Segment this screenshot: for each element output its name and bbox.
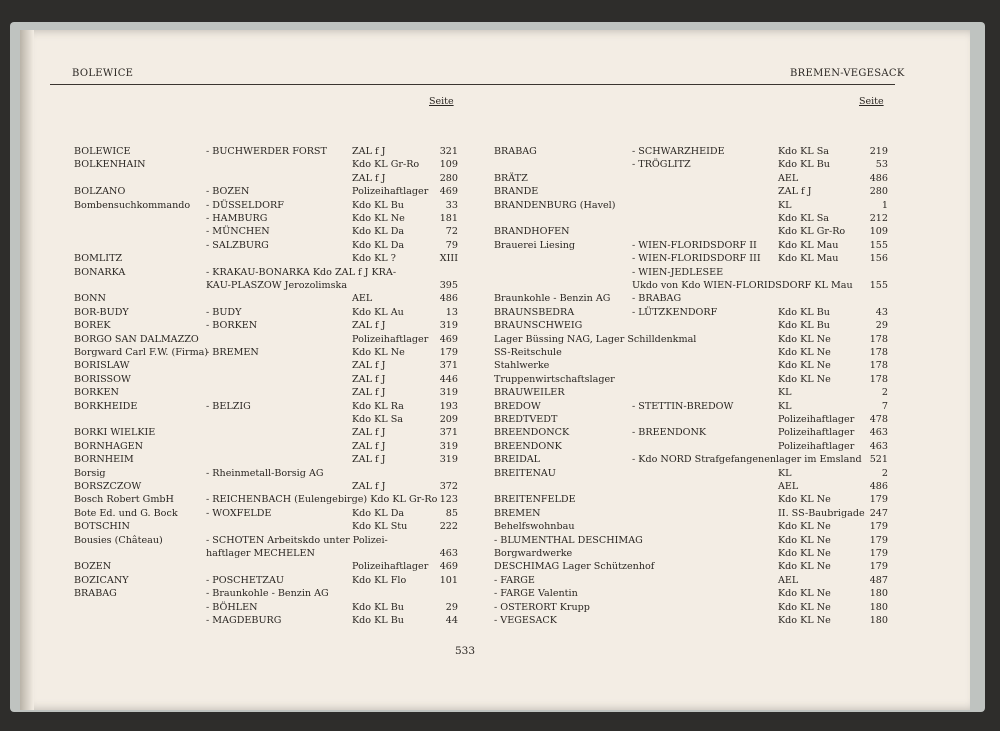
- entry-type: Kdo KL Gr-Ro: [778, 226, 846, 238]
- entry-type: Kdo KL Mau: [778, 239, 839, 251]
- entry-name: Lager Büssing NAG, Lager Schilldenkmal: [494, 333, 697, 345]
- entry-page: 212: [869, 213, 888, 224]
- entry-page: XIII: [439, 253, 458, 265]
- entry-page: 193: [439, 400, 458, 412]
- entry-page: 463: [869, 440, 888, 452]
- entry-page: 7: [881, 400, 888, 412]
- entry-name: BORGO SAN DALMAZZO: [74, 333, 199, 345]
- entry-type: Kdo KL Mau: [778, 253, 839, 265]
- entry-page: 178: [869, 360, 888, 372]
- entry-page: 180: [869, 601, 888, 613]
- entry-page: 53: [875, 159, 888, 171]
- page-fold-shadow: [20, 30, 34, 710]
- running-header-right: BREMEN-VEGESACK: [790, 68, 905, 79]
- entry-name: BOZICANY: [74, 574, 129, 586]
- entry-name: BOTSCHIN: [74, 521, 130, 533]
- entry-page: 372: [439, 481, 458, 492]
- entry-type: Kdo KL Ne: [778, 360, 831, 372]
- entry-type: Kdo KL Ne: [778, 588, 831, 600]
- entry-name: - VEGESACK: [494, 615, 557, 626]
- entry-page: 486: [439, 293, 458, 305]
- entry-name: - OSTERORT Krupp: [494, 601, 590, 613]
- entry-subcamp: - WIEN-JEDLESEE: [632, 266, 724, 278]
- entry-name: BRABAG: [74, 588, 117, 600]
- entry-type: Polizeihaftlager: [352, 561, 429, 573]
- entry-name: BOMLITZ: [74, 253, 123, 265]
- entry-page: 521: [869, 454, 888, 466]
- entry-type: Kdo KL Da: [352, 226, 405, 238]
- entry-type: ZAL f J: [352, 454, 386, 466]
- entry-subcamp: - REICHENBACH (Eulengebirge) Kdo KL Gr-Ro: [206, 494, 438, 506]
- entry-subcamp: - BUDY: [206, 306, 242, 318]
- entry-page: 209: [439, 414, 458, 425]
- entry-subcamp: - KRAKAU-BONARKA Kdo ZAL f J KRA-: [206, 266, 397, 278]
- entry-page: 2: [881, 467, 888, 479]
- entry-page: 463: [439, 548, 458, 559]
- entry-subcamp: - LÜTZKENDORF: [632, 306, 718, 318]
- entry-page: 222: [439, 521, 458, 533]
- entry-name: Borgwardwerke: [494, 548, 573, 559]
- entry-subcamp: - BREMEN: [206, 347, 259, 358]
- entry-subcamp: - TRÖGLITZ: [632, 159, 691, 171]
- seite-label-right: Seite: [859, 96, 884, 107]
- entry-name: BOLKENHAIN: [74, 159, 146, 171]
- entry-type: Kdo KL Bu: [352, 199, 404, 211]
- page-number: 533: [455, 645, 476, 657]
- entry-page: 446: [439, 373, 458, 385]
- entry-type: Kdo KL Ne: [778, 494, 831, 506]
- entry-page: 280: [439, 172, 458, 184]
- entry-page: 155: [869, 280, 888, 291]
- entry-page: 319: [439, 454, 458, 466]
- entry-page: 1: [881, 199, 888, 211]
- entry-name: Behelfswohnbau: [494, 521, 575, 533]
- entry-type: ZAL f J: [352, 146, 386, 157]
- entry-name: BORISLAW: [74, 360, 130, 372]
- entry-type: AEL: [778, 574, 799, 586]
- entry-name: BRAUNSCHWEIG: [494, 320, 583, 332]
- entry-page: 109: [869, 226, 888, 238]
- entry-page: 79: [445, 239, 458, 251]
- entry-name: BREITENAU: [494, 467, 556, 479]
- entry-name: BRAUWEILER: [494, 387, 565, 399]
- entry-type: Polizeihaftlager: [352, 333, 429, 345]
- entry-page: 469: [439, 186, 458, 198]
- entry-name: BREENDONK: [494, 440, 562, 452]
- entry-type: Kdo KL Da: [352, 507, 405, 519]
- entry-type: ZAL f J: [352, 481, 386, 492]
- entry-page: 72: [445, 226, 458, 238]
- entry-page: 29: [445, 601, 458, 613]
- entry-type: Polizeihaftlager: [778, 427, 855, 439]
- entry-subcamp: - SCHOTEN Arbeitskdo unter Polizei-: [206, 534, 388, 546]
- entry-subcamp: - Kdo NORD Strafgefangenenlager im Emsland: [632, 454, 862, 466]
- entry-page: 469: [439, 333, 458, 345]
- entry-page: 179: [869, 521, 888, 533]
- entry-page: 179: [869, 494, 888, 506]
- entry-page: 321: [439, 146, 458, 157]
- entry-type: Kdo KL Sa: [352, 414, 404, 425]
- entry-subcamp: - STETTIN-BREDOW: [632, 400, 734, 412]
- entry-subcamp: - BELZIG: [206, 400, 251, 412]
- entry-name: BORKEN: [74, 387, 119, 399]
- entry-type: Kdo KL Gr-Ro: [352, 159, 420, 171]
- entry-type: KL: [778, 199, 792, 211]
- entry-type: Kdo KL Bu: [352, 615, 404, 626]
- entry-type: Kdo KL Bu: [352, 601, 404, 613]
- entry-type: Kdo KL Ne: [778, 373, 831, 385]
- entry-type: KL: [778, 400, 792, 412]
- entry-type: Kdo KL Au: [352, 306, 404, 318]
- entry-type: II. SS-Baubrigade: [778, 507, 865, 519]
- entry-name: Bote Ed. und G. Bock: [74, 507, 178, 519]
- entry-page: 219: [869, 146, 888, 157]
- entry-name: - FARGE Valentin: [494, 588, 578, 600]
- entry-type: Kdo KL Ne: [778, 521, 831, 533]
- entry-type: ZAL f J: [352, 320, 386, 332]
- entry-page: 178: [869, 373, 888, 385]
- entry-subcamp: - POSCHETZAU: [206, 574, 284, 586]
- entry-type: Kdo KL Sa: [778, 213, 830, 224]
- entry-type: Polizeihaftlager: [352, 186, 429, 198]
- entry-page: 280: [869, 186, 888, 198]
- entry-type: Kdo KL Stu: [352, 521, 408, 533]
- entry-subcamp: - Braunkohle - Benzin AG: [206, 588, 329, 600]
- entry-name: BREITENFELDE: [494, 494, 576, 506]
- header-rule: [50, 84, 895, 85]
- entry-name: BRANDENBURG (Havel): [494, 199, 616, 211]
- entry-page: 319: [439, 320, 458, 332]
- entry-page: 319: [439, 440, 458, 452]
- entry-page: 180: [869, 588, 888, 600]
- entry-subcamp: - WOXFELDE: [206, 507, 272, 519]
- entry-subcamp: - BREENDONK: [632, 427, 707, 439]
- entry-name: Braunkohle - Benzin AG: [494, 293, 611, 305]
- entry-type: ZAL f J: [352, 373, 386, 385]
- entry-subcamp: - WIEN-FLORIDSDORF II: [632, 239, 757, 251]
- entry-name: BOR-BUDY: [74, 306, 129, 318]
- entry-page: 2: [881, 387, 888, 399]
- entry-name: BOZEN: [74, 561, 112, 573]
- entry-type: Kdo KL Ne: [778, 601, 831, 613]
- entry-name: BORKHEIDE: [74, 400, 138, 412]
- entry-type: Kdo KL Ne: [778, 548, 831, 559]
- entry-type: AEL: [778, 481, 799, 492]
- entry-type: Kdo KL Flo: [352, 574, 407, 586]
- entry-type: Kdo KL Ra: [352, 400, 404, 412]
- entry-subcamp: - WIEN-FLORIDSDORF III: [632, 253, 761, 265]
- entry-name: BOREK: [74, 320, 111, 332]
- entry-page: 463: [869, 427, 888, 439]
- entry-name: BREMEN: [494, 507, 541, 519]
- entry-subcamp: - SALZBURG: [206, 239, 269, 251]
- entry-name: BRABAG: [494, 146, 537, 157]
- entry-subcamp: - BRABAG: [632, 293, 682, 305]
- entry-name: Bombensuchkommando: [74, 199, 191, 211]
- entry-type: ZAL f J: [352, 172, 386, 184]
- entry-name: BONN: [74, 293, 106, 305]
- entry-name: Truppenwirtschaftslager: [494, 373, 615, 385]
- entry-subcamp: - BUCHWERDER FORST: [206, 146, 327, 157]
- entry-type: Kdo KL Da: [352, 239, 405, 251]
- entry-type: ZAL f J: [352, 440, 386, 452]
- entry-subcamp: haftlager MECHELEN: [206, 548, 315, 559]
- entry-subcamp: Ukdo von Kdo WIEN-FLORIDSDORF KL Mau: [632, 280, 853, 291]
- entry-page: 319: [439, 387, 458, 399]
- seite-label-left: Seite: [429, 96, 454, 107]
- entry-name: BOLZANO: [74, 186, 126, 198]
- entry-name: BORNHEIM: [74, 454, 134, 466]
- entry-name: BREDOW: [494, 400, 541, 412]
- entry-page: 371: [439, 360, 458, 372]
- entry-subcamp: - BÖHLEN: [206, 601, 258, 613]
- entry-type: ZAL f J: [352, 387, 386, 399]
- entry-page: 101: [439, 574, 458, 586]
- entry-subcamp: KAU-PLASZOW Jerozolimska: [206, 280, 348, 291]
- entry-name: BREENDONCK: [494, 427, 570, 439]
- entry-name: BRANDE: [494, 186, 539, 198]
- entry-name: DESCHIMAG Lager Schützenhof: [494, 561, 655, 573]
- entry-page: 179: [869, 534, 888, 546]
- entry-name: BREDTVEDT: [494, 414, 558, 425]
- entry-page: 43: [875, 306, 888, 318]
- entry-page: 180: [869, 615, 888, 626]
- entry-page: 44: [445, 615, 458, 626]
- entry-name: BORSZCZOW: [74, 481, 142, 492]
- entry-name: Brauerei Liesing: [494, 239, 576, 251]
- entry-name: BOLEWICE: [74, 146, 131, 157]
- entry-name: BONARKA: [74, 266, 126, 278]
- entry-page: 155: [869, 239, 888, 251]
- entry-page: 486: [869, 481, 888, 492]
- entry-name: BRANDHOFEN: [494, 226, 570, 238]
- entry-page: 487: [869, 574, 888, 586]
- entry-type: KL: [778, 467, 792, 479]
- entry-subcamp: - BOZEN: [206, 186, 250, 198]
- entry-type: Kdo KL Ne: [352, 213, 405, 224]
- entry-type: Kdo KL Ne: [778, 615, 831, 626]
- entry-page: 178: [869, 347, 888, 358]
- running-header-left: BOLEWICE: [72, 68, 134, 79]
- entry-page: 181: [439, 213, 458, 224]
- entry-type: KL: [778, 387, 792, 399]
- entry-subcamp: - HAMBURG: [206, 213, 268, 224]
- entry-name: SS-Reitschule: [494, 347, 562, 358]
- entry-name: Borgward Carl F.W. (Firma): [74, 347, 209, 358]
- entry-type: Kdo KL Ne: [778, 347, 831, 358]
- entry-name: BRÄTZ: [494, 172, 528, 184]
- entry-page: 486: [869, 172, 888, 184]
- entry-type: Polizeihaftlager: [778, 414, 855, 425]
- entry-name: Borsig: [74, 467, 106, 479]
- entry-type: AEL: [778, 172, 799, 184]
- entry-type: Kdo KL ?: [352, 253, 396, 265]
- entry-name: - FARGE: [494, 574, 535, 586]
- entry-type: ZAL f J: [352, 427, 386, 439]
- entry-type: Kdo KL Sa: [778, 146, 830, 157]
- entry-page: 178: [869, 333, 888, 345]
- entry-type: Kdo KL Ne: [778, 333, 831, 345]
- entry-page: 395: [439, 280, 458, 291]
- entry-subcamp: - DÜSSELDORF: [206, 199, 284, 211]
- entry-subcamp: - BORKEN: [206, 320, 258, 332]
- entry-name: BRAUNSBEDRA: [494, 306, 575, 318]
- entry-type: AEL: [352, 293, 373, 305]
- entry-subcamp: - MAGDEBURG: [206, 615, 282, 626]
- entry-type: Kdo KL Ne: [778, 561, 831, 573]
- entry-type: Kdo KL Bu: [778, 306, 830, 318]
- entry-page: 371: [439, 427, 458, 439]
- entry-type: Polizeihaftlager: [778, 440, 855, 452]
- entry-name: BORNHAGEN: [74, 440, 144, 452]
- entry-page: 469: [439, 561, 458, 573]
- entry-page: 109: [439, 159, 458, 171]
- entry-name: BREIDAL: [494, 454, 541, 466]
- entry-page: 179: [439, 347, 458, 358]
- entry-name: BORKI WIELKIE: [74, 427, 156, 439]
- entry-page: 247: [869, 507, 888, 519]
- entry-page: 13: [445, 306, 458, 318]
- entry-name: BORISSOW: [74, 373, 131, 385]
- entry-type: Kdo KL Bu: [778, 159, 830, 171]
- entry-name: Stahlwerke: [494, 360, 550, 372]
- entry-type: ZAL f J: [778, 186, 812, 198]
- entry-subcamp: - SCHWARZHEIDE: [632, 146, 725, 157]
- entry-name: - BLUMENTHAL DESCHIMAG: [494, 534, 643, 546]
- entry-subcamp: - Rheinmetall-Borsig AG: [206, 467, 324, 479]
- entry-page: 29: [875, 320, 888, 332]
- entry-name: Bosch Robert GmbH: [74, 494, 174, 506]
- entry-page: 33: [445, 199, 458, 211]
- entry-type: Kdo KL Bu: [778, 320, 830, 332]
- entry-page: 156: [869, 253, 888, 265]
- entry-page: 85: [445, 507, 458, 519]
- entry-type: ZAL f J: [352, 360, 386, 372]
- entry-page: 179: [869, 548, 888, 559]
- entry-subcamp: - MÜNCHEN: [206, 226, 270, 238]
- entry-page: 123: [439, 494, 458, 506]
- entry-name: Bousies (Château): [74, 534, 163, 546]
- entry-type: Kdo KL Ne: [352, 347, 405, 358]
- entry-page: 179: [869, 561, 888, 573]
- entry-type: Kdo KL Ne: [778, 534, 831, 546]
- entry-page: 478: [869, 414, 888, 425]
